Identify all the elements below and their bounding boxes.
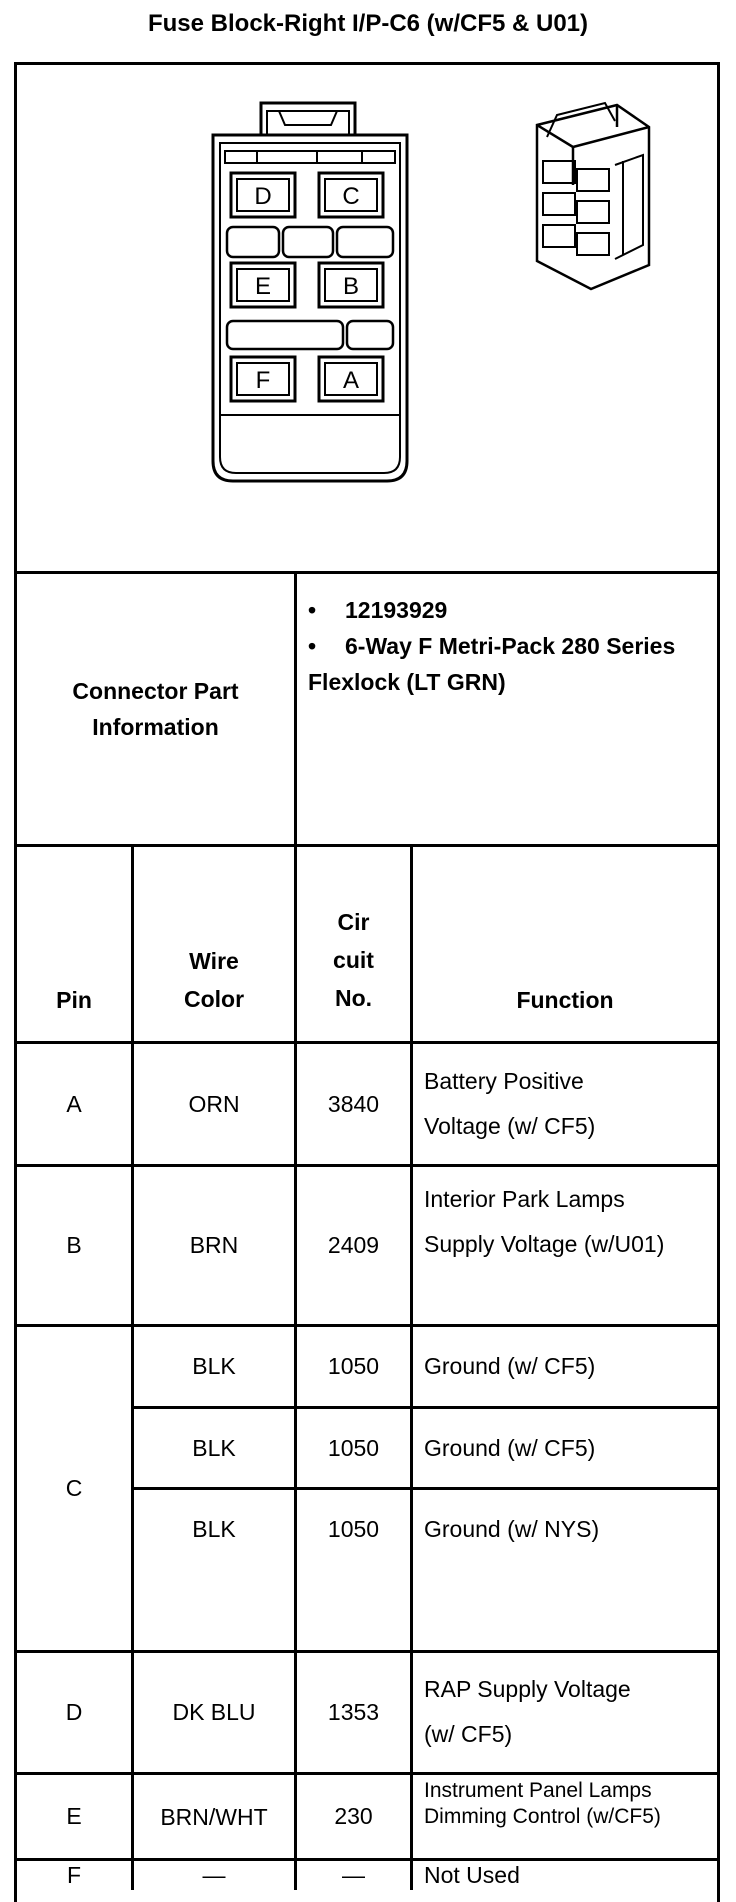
row-c2-function: Ground (w/ CF5) — [424, 1434, 596, 1461]
row-c-pin: C — [65, 1475, 83, 1501]
row-c2-circuit: 1050 — [327, 1434, 380, 1461]
row-b-pin: B — [66, 1232, 82, 1258]
row-c3-wire: BLK — [192, 1515, 236, 1542]
header-wire-color: Wire Color — [183, 948, 245, 1012]
page-title: Fuse Block-Right I/P-C6 (w/CF5 & U01) — [147, 10, 589, 37]
row-a-function: Battery Positive Voltage (w/ CF5) — [424, 1068, 596, 1139]
row-a-circuit: 3840 — [327, 1090, 380, 1117]
connector-diagram — [17, 65, 717, 573]
part-number-item: • 12193929 — [308, 592, 708, 628]
row-d-pin: D — [65, 1699, 83, 1725]
connector-latch — [261, 103, 355, 135]
cavity-label-a: A — [342, 367, 360, 394]
row-c1-circuit: 1050 — [327, 1353, 380, 1379]
connector-part-info-values — [308, 592, 708, 700]
row-e-function: Instrument Panel Lamps Dimming Control (w/CF5) — [424, 1779, 661, 1828]
header-function: Function — [516, 986, 614, 1013]
cavity-label-e: E — [254, 273, 272, 300]
row-f-function: Not Used — [424, 1862, 520, 1888]
row-a-wire: ORN — [188, 1090, 240, 1117]
cavity-label-c: C — [342, 183, 360, 210]
connector-iso-view — [537, 103, 649, 289]
row-b-circuit: 2409 — [327, 1232, 380, 1258]
row-b-wire: BRN — [189, 1232, 239, 1258]
part-number: 12193929 — [345, 597, 448, 623]
cavity-label-d: D — [254, 183, 272, 210]
row-d-wire: DK BLU — [172, 1699, 256, 1725]
row-e-circuit: 230 — [334, 1803, 373, 1829]
row-e-wire: BRN/WHT — [160, 1803, 268, 1830]
row-c2-wire: BLK — [192, 1434, 236, 1461]
part-description-item: • 6-Way F Metri-Pack 280 Series Flexlock (LT GRN) — [308, 633, 676, 695]
row-d-function: RAP Supply Voltage (w/ CF5) — [424, 1676, 631, 1747]
row-e-pin: E — [66, 1803, 82, 1829]
cavity-label-f: F — [255, 367, 271, 394]
row-f-wire: — — [202, 1862, 226, 1888]
divider-part-info — [14, 844, 720, 847]
row-a-pin: A — [66, 1090, 82, 1117]
row-c1-wire: BLK — [192, 1353, 236, 1379]
connector-part-info-label: Connector Part Information — [72, 678, 239, 740]
header-pin: Pin — [56, 986, 92, 1013]
row-b-function: Interior Park Lamps Supply Voltage (w/U01) — [424, 1186, 665, 1257]
part-description: 6-Way F Metri-Pack 280 Series Flexlock (LT GRN) — [308, 633, 676, 695]
row-d-circuit: 1353 — [327, 1699, 380, 1725]
cavity-label-b: B — [342, 273, 360, 300]
header-circuit-no: Cir cuit No. — [333, 909, 374, 1011]
row-c1-function: Ground (w/ CF5) — [424, 1353, 596, 1379]
row-c3-function: Ground (w/ NYS) — [424, 1515, 600, 1542]
row-f-circuit: — — [342, 1862, 365, 1888]
row-f-pin: F — [66, 1862, 82, 1888]
row-c3-circuit: 1050 — [327, 1515, 380, 1542]
